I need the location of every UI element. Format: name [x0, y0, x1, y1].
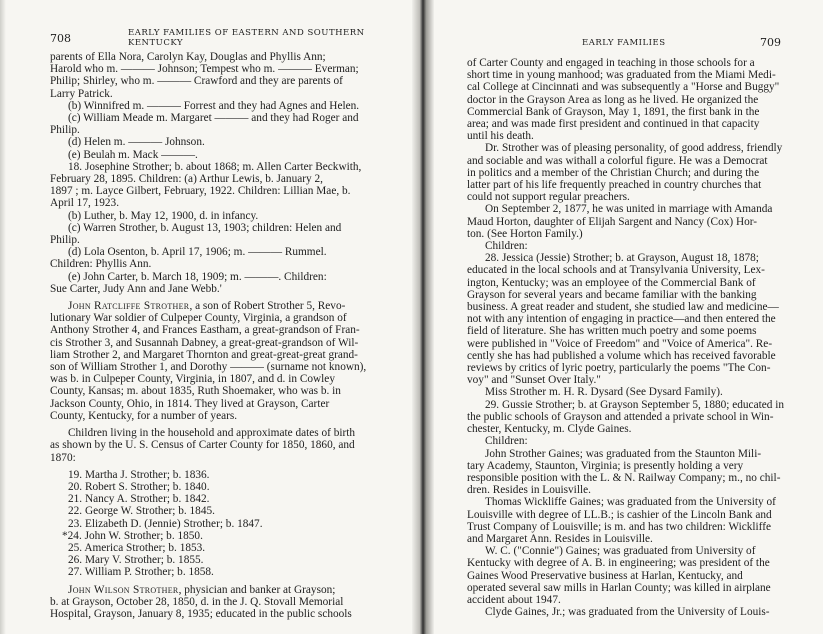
- text-line: ington, Kentucky; was an employee of the Commercial Bank of: [467, 276, 756, 289]
- text-line: as shown by the U. S. Census of Carter County for 1850, 1860, and: [50, 439, 355, 452]
- text-line: was b. in Culpeper County, Virginia, in 1807, and d. in Cowley: [50, 373, 335, 386]
- child-entry: 23. Elizabeth D. (Jennie) Strother; b. 1847.: [68, 517, 263, 530]
- text-line: in politics and a member of the Christian Church; and during the: [467, 166, 760, 179]
- text-line: Children living in the household and approximate dates of birth: [68, 427, 356, 440]
- text-line: Clyde Gaines, Jr.; was graduated from the University of Louis-: [485, 606, 770, 619]
- top-lines: [50, 51, 404, 100]
- list-item: (e) John Carter, b. March 18, 1909; m. ———. Children:: [68, 270, 327, 283]
- text-line: the public schools of Grayson and attended a private school in Win-: [467, 410, 774, 423]
- text-line: 1897 ; m. Layce Gilbert, February, 1922. Children: Lillian Mae, b.: [50, 185, 351, 198]
- john-ratcliffe-paragraph: [50, 300, 404, 422]
- text-line: and sociable and was withall a colorful figure. He was a Democrat: [467, 154, 768, 167]
- list-item: (b) Luther, b. May 12, 1900, d. in infancy.: [68, 209, 259, 222]
- left-page-number: 708: [50, 32, 71, 45]
- list-item: Children: Phyllis Ann.: [50, 258, 152, 271]
- text-line: ton. (See Horton Family.): [467, 227, 583, 240]
- list-item: (e) Beulah m. Mack ———.: [68, 148, 198, 161]
- list-item: (d) Lola Osenton, b. April 17, 1906; m. ——— Rummel.: [68, 246, 327, 259]
- child-entry: 27. William P. Strother; b. 1858.: [68, 566, 214, 579]
- child-entry: 25. America Strother; b. 1853.: [68, 541, 206, 554]
- text-line: County, Kansas; m. about 1835, Ruth Shoemaker, who was b. in: [50, 385, 341, 398]
- child-entry: 19. Martha J. Strother; b. 1836.: [68, 468, 210, 481]
- text-line: Anthony Strother 4, and Frances Eastham, a great-grandson of Fran-: [50, 324, 360, 337]
- text-line: 1870:: [50, 451, 76, 464]
- text-line: cis Strother 3, and Susannah Dabney, a great-great-grandson of Wil-: [50, 336, 359, 349]
- text-line: latter part of his life frequently preached in country churches that: [467, 179, 762, 192]
- right-running-head: EARLY FAMILIES: [582, 38, 666, 48]
- children-list-2: [50, 210, 404, 295]
- right-page: [430, 0, 823, 634]
- text-line: On September 2, 1877, he was united in marriage with Amanda: [485, 203, 773, 216]
- text-line: doctor in the Grayson Area as long as he lived. He organized the: [467, 93, 759, 106]
- list-item: Philip.: [50, 234, 80, 247]
- text-line: until his death.: [467, 130, 534, 143]
- child-entry: 22. George W. Strother; b. 1845.: [68, 505, 215, 518]
- text-line: Philip; Shirley, who m. ——— Crawford and they are parents of: [50, 75, 343, 88]
- text-line: parents of Ella Nora, Carolyn Kay, Douglas and Phyllis Ann;: [50, 51, 326, 63]
- text-line: of Carter County and engaged in teaching in those schools for a: [467, 57, 755, 69]
- text-line: Commercial Bank of Grayson, May 1, 1891, the first bank in the: [467, 105, 760, 118]
- text-line: , physician and banker at Grayson;: [178, 583, 336, 596]
- text-line: , a son of Robert Strother 5, Revo-: [189, 300, 346, 313]
- text-line: liam Strother 2, and Margaret Thornton and great-great-great grand-: [50, 348, 358, 361]
- right-text-block: [467, 57, 809, 618]
- right-page-number: 709: [760, 36, 781, 49]
- children-list: [50, 469, 404, 579]
- text-line: April 17, 1923.: [50, 197, 120, 210]
- john-wilson-name: John Wilson Strother: [68, 583, 179, 596]
- text-line: chester, Kentucky, m. Clyde Gaines.: [467, 423, 632, 436]
- text-line: not with any intention of engaging in practice—and then entered the: [467, 313, 776, 326]
- text-line: Louisville with degree of LL.B.; is cashier of the Lincoln Bank and: [467, 508, 772, 521]
- text-line: responsible position with the L. & N. Railway Company; m., no chil-: [467, 471, 781, 484]
- text-line: County, Kentucky, for a number of years.: [50, 409, 238, 422]
- text-line: Dr. Strother was of pleasing personality, of good address, friendly: [485, 142, 783, 155]
- john-wilson-paragraph: [50, 584, 404, 621]
- list-item: Philip.: [50, 124, 80, 137]
- text-line: b. at Grayson, October 28, 1850, d. in the J. Q. Stovall Memorial: [50, 595, 344, 608]
- text-line: February 28, 1895. Children: (a) Arthur Lewis, b. January 2,: [50, 173, 323, 186]
- text-line: cently she has had published a volume which has received favorable: [467, 349, 776, 362]
- text-line: and Margaret Ann. Resides in Louisville.: [467, 532, 653, 545]
- text-line: dren. Resides in Louisville.: [467, 484, 591, 497]
- text-line: Larry Patrick.: [50, 87, 113, 100]
- dysard-line: Miss Strother m. H. R. Dysard (See Dysard Family).: [485, 386, 723, 399]
- text-line: John Strother Gaines; was graduated from the Staunton Mili-: [485, 447, 762, 460]
- text-line: reviews by critics of lyric poetry, particularly the poems "The Con-: [467, 362, 771, 375]
- census-paragraph: [50, 427, 404, 464]
- text-line: W. C. ("Connie") Gaines; was graduated from University of: [485, 545, 756, 558]
- text-line: voy" and "Sunset Over Italy.": [467, 374, 601, 387]
- child-entry: 26. Mary V. Strother; b. 1855.: [68, 554, 204, 567]
- list-item: (c) Warren Strother, b. August 13, 1903; children: Helen and: [68, 221, 342, 234]
- text-line: Trust Company of Louisville; is m. and has two children: Wickliffe: [467, 520, 772, 533]
- left-running-head: EARLY FAMILIES OF EASTERN AND SOUTHERN KENTUCKY: [128, 28, 365, 48]
- john-ratcliffe-name: John Ratcliffe Strother: [68, 300, 190, 313]
- text-line: 29. Gussie Strother; b. at Grayson September 5, 1880; educated in: [485, 398, 784, 411]
- text-line: Grayson for several years and became familiar with the banking: [467, 288, 757, 301]
- text-line: operated several saw mills in Harlan County; was killed in airplane: [467, 581, 771, 594]
- text-line: Jackson County, Ohio, in 1814. They lived at Grayson, Carter: [50, 397, 330, 410]
- text-line: short time in young manhood; was graduated from the Miami Medi-: [467, 69, 776, 82]
- text-line: son of William Strother 1, and Dorothy ——— (surname not known),: [50, 361, 367, 374]
- text-line: Thomas Wickliffe Gaines; was graduated from the University of: [485, 496, 776, 509]
- list-item: Sue Carter, Judy Ann and Jane Webb.': [50, 282, 222, 295]
- left-text-block: [50, 51, 404, 620]
- text-line: could not support regular preachers.: [467, 191, 630, 204]
- text-line: lutionary War soldier of Culpeper County, Virginia, a grandson of: [50, 312, 347, 325]
- children-label: Children:: [485, 240, 528, 253]
- text-line: Hospital, Grayson, January 8, 1935; educated in the public schools: [50, 607, 352, 620]
- list-item: (b) Winnifred m. ——— Forrest and they had Agnes and Helen.: [68, 99, 360, 112]
- child-entry: *24. John W. Strother; b. 1850.: [62, 529, 203, 542]
- child-entry: 21. Nancy A. Strother; b. 1842.: [68, 493, 210, 506]
- list-item: (c) William Meade m. Margaret ——— and they had Roger and: [68, 112, 359, 125]
- children-list-1: [50, 100, 404, 161]
- text-line: were published in "Voice of Freedom" and "Voice of America". Re-: [467, 337, 773, 350]
- text-line: field of literature. She has written much poetry and some poems: [467, 325, 757, 338]
- text-line: cal College at Cincinnati and was subsequently a "Horse and Buggy": [467, 81, 780, 94]
- text-line: area; and was made first president and continued in that capacity: [467, 118, 760, 131]
- list-item: (d) Helen m. ——— Johnson.: [68, 136, 205, 149]
- text-line: tary Academy, Staunton, Virginia; is presently holding a very: [467, 459, 744, 472]
- text-line: Kentucky with degree of A. B. in engineering; was president of the: [467, 557, 770, 570]
- josephine-paragraph: [50, 161, 404, 210]
- child-entry: 20. Robert S. Strother; b. 1840.: [68, 480, 210, 493]
- text-line: business. A great reader and student, she studied law and medicine—: [467, 301, 779, 314]
- text-line: Gaines Wood Preservative business at Harlan, Kentucky, and: [467, 569, 743, 582]
- text-line: Maud Horton, daughter of Elijah Sargent and Nancy (Cox) Hor-: [467, 215, 758, 228]
- children-label-2: Children:: [485, 435, 528, 448]
- text-line: 18. Josephine Strother; b. about 1868; m. Allen Carter Beckwith,: [68, 160, 362, 173]
- text-line: 28. Jessica (Jessie) Strother; b. at Grayson, August 18, 1878;: [485, 252, 759, 265]
- text-line: accident about 1947.: [467, 593, 561, 606]
- text-line: Harold who m. ——— Johnson; Tempest who m. ——— Everman;: [50, 63, 359, 76]
- text-line: educated in the local schools and at Transylvania University, Lex-: [467, 264, 765, 277]
